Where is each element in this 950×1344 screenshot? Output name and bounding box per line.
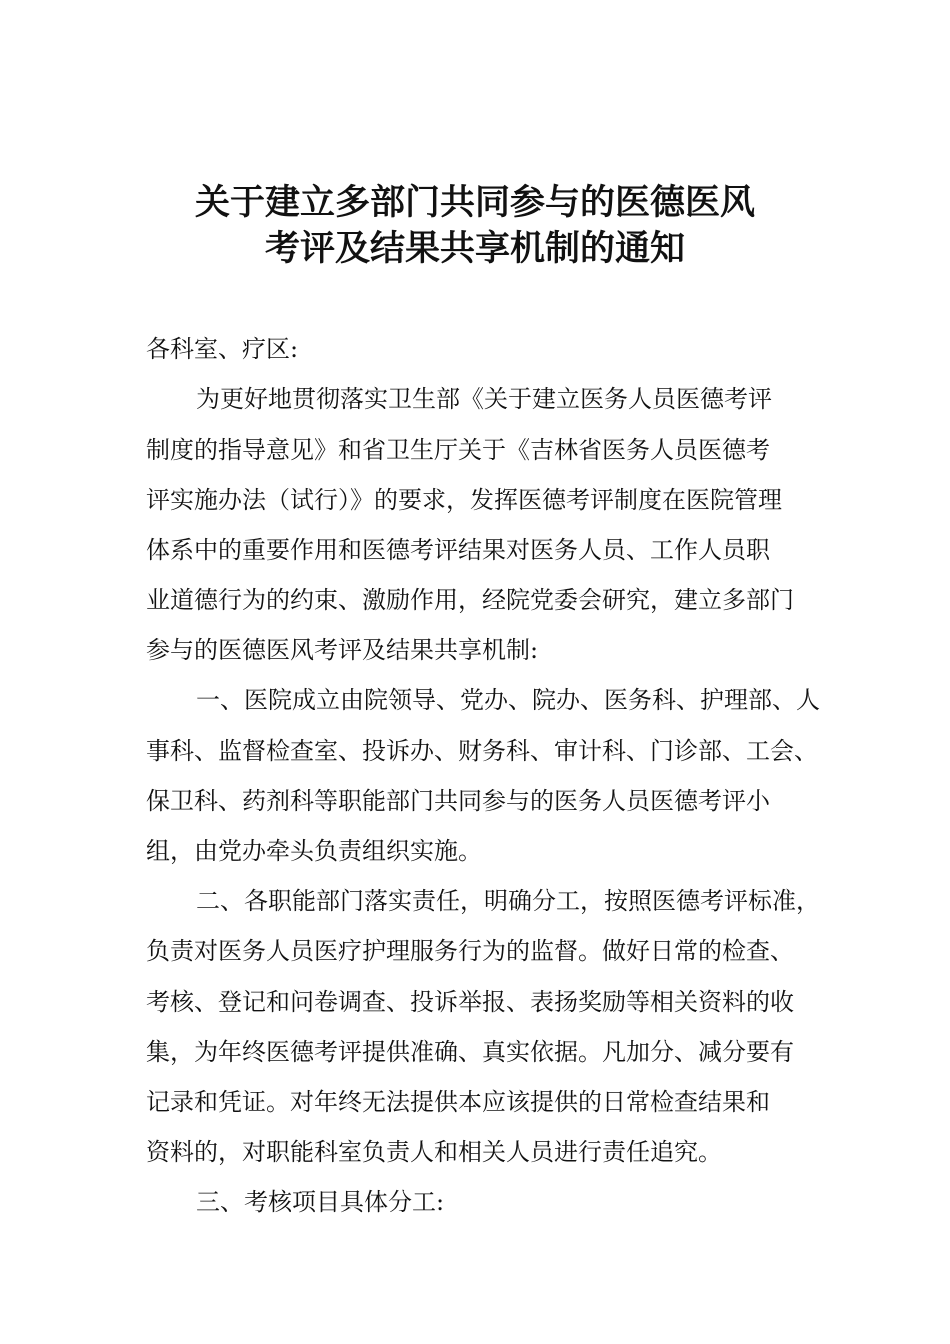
body-line: 为更好地贯彻落实卫生部《关于建立医务人员医德考评 xyxy=(196,385,772,413)
body-line: 评实施办法（试行）》的要求，发挥医德考评制度在医院管理 xyxy=(146,486,782,514)
body-line: 一、医院成立由院领导、党办、院办、医务科、护理部、人 xyxy=(196,686,820,714)
document-title-line-1: 关于建立多部门共同参与的医德医风 xyxy=(194,183,755,223)
body-line: 体系中的重要作用和医德考评结果对医务人员、工作人员职 xyxy=(146,536,770,564)
body-line: 资料的，对职能科室负责人和相关人员进行责任追究。 xyxy=(146,1138,722,1166)
body-line: 事科、监督检查室、投诉办、财务科、审计科、门诊部、工会、 xyxy=(146,737,818,765)
body-line: 制度的指导意见》和省卫生厅关于《吉林省医务人员医德考 xyxy=(146,436,770,464)
body-line: 负责对医务人员医疗护理服务行为的监督。做好日常的检查、 xyxy=(146,937,794,965)
body-line: 二、各职能部门落实责任，明确分工，按照医德考评标准， xyxy=(196,887,820,915)
body-line: 考核、登记和问卷调查、投诉举报、表扬奖励等相关资料的收 xyxy=(146,988,794,1016)
document-title-line-2: 考评及结果共享机制的通知 xyxy=(264,229,685,269)
salutation: 各科室、疗区: xyxy=(146,335,299,363)
body-line: 组，由党办牵头负责组织实施。 xyxy=(146,837,482,865)
body-line: 记录和凭证。对年终无法提供本应该提供的日常检查结果和 xyxy=(146,1088,770,1116)
body-line: 三、考核项目具体分工: xyxy=(196,1188,445,1216)
body-line: 业道德行为的约束、激励作用，经院党委会研究，建立多部门 xyxy=(146,586,794,614)
body-line: 保卫科、药剂科等职能部门共同参与的医务人员医德考评小 xyxy=(146,787,770,815)
body-line: 集，为年终医德考评提供准确、真实依据。凡加分、减分要有 xyxy=(146,1038,794,1066)
body-line: 参与的医德医风考评及结果共享机制: xyxy=(146,636,539,664)
